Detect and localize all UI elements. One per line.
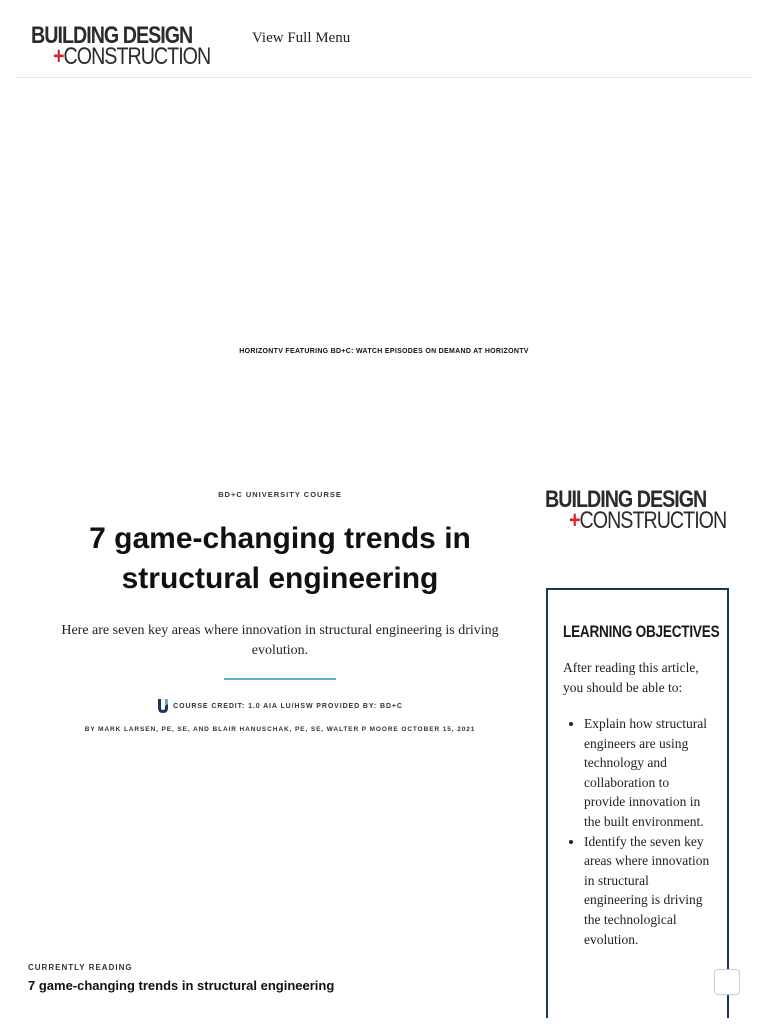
article-subtitle: Here are seven key areas where innovation in structural engineering is driving evolution. <box>61 623 499 658</box>
sidebar-logo[interactable] <box>545 488 761 533</box>
logo-line-1: BUILDING DESIGN <box>31 22 193 49</box>
sidebar-logo-line-1: BUILDING DESIGN <box>545 486 707 513</box>
learning-objectives-list <box>563 714 713 949</box>
article-header <box>30 490 530 733</box>
article-byline: BY MARK LARSEN, PE, SE, AND BLAIR HANUSCHAK, PE, SE, WALTER P MOORE OCTOBER 15, 2021 <box>84 726 476 733</box>
objective-item: • Identify the seven key areas where innovation in structural engineering is driving the technological evolution. <box>584 832 713 950</box>
course-credit-text: COURSE CREDIT: 1.0 AIA LU/HSW PROVIDED BY: BD+C <box>173 702 403 710</box>
university-u-icon <box>157 698 169 714</box>
sidebar-logo-line-2-text: CONSTRUCTION <box>579 507 727 534</box>
promo-banner-text[interactable]: HORIZONTV FEATURING BD+C: WATCH EPISODES ON DEMAND AT HORIZONTV <box>239 348 529 355</box>
article-title: 7 game-changing trends in structural engineering <box>89 522 471 595</box>
site-header <box>17 0 751 78</box>
title-divider <box>224 678 336 680</box>
logo-line-2 <box>53 45 210 69</box>
sidebar-logo-plus: + <box>569 507 580 534</box>
currently-reading-label: CURRENTLY READING <box>28 963 133 972</box>
currently-reading-title[interactable]: 7 game-changing trends in structural engineering <box>28 978 335 993</box>
view-full-menu-link[interactable]: View Full Menu <box>252 30 351 46</box>
learning-objectives-box <box>546 588 729 1018</box>
floating-action-button[interactable] <box>714 969 740 995</box>
course-credit <box>30 698 530 714</box>
objective-item: • Explain how structural engineers are using technology and collaboration to provide innovation in the built environment. <box>584 714 713 832</box>
article-eyebrow: BD+C UNIVERSITY COURSE <box>218 490 342 499</box>
logo-line-2-text: CONSTRUCTION <box>63 43 211 70</box>
logo-plus: + <box>53 43 64 70</box>
sidebar-logo-line-2 <box>569 509 726 533</box>
learning-objectives-heading: LEARNING OBJECTIVES <box>563 622 720 641</box>
currently-reading-bar <box>28 963 334 993</box>
site-logo[interactable] <box>31 24 245 69</box>
learning-objectives-intro: After reading this article, you should be able to: <box>563 660 699 695</box>
